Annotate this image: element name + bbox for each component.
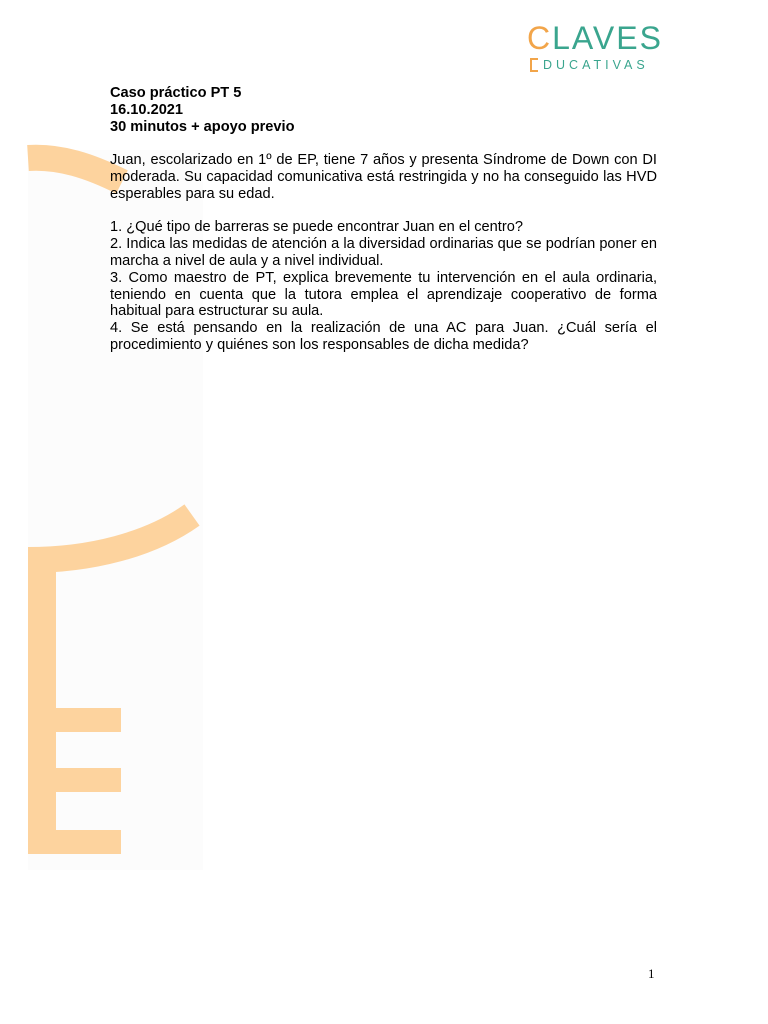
brand-logo	[527, 20, 662, 76]
page-number: 1	[648, 966, 655, 981]
question-item: 4. Se está pensando en la realización de una AC para Juan. ¿Cuál sería el procedimiento y quiénes son los responsables de dicha medida?	[110, 320, 657, 353]
case-description: Juan, escolarizado en 1º de EP, tiene 7 años y presenta Síndrome de Down con DI moderada. Su capacidad comunicativa está restringida y no ha conseguido las HVD esperables para su edad.	[110, 152, 657, 202]
document-date: 16.10.2021	[110, 101, 184, 118]
question-item: 2. Indica las medidas de atención a la diversidad ordinarias que se podrían poner en marcha a nivel de aula y a nivel individual.	[110, 236, 657, 269]
question-list	[110, 219, 657, 353]
logo-subtitle: DUCATIVAS	[543, 58, 649, 72]
document-duration: 30 minutos + apoyo previo	[110, 118, 295, 135]
question-item: 1. ¿Qué tipo de barreras se puede encontrar Juan en el centro?	[110, 219, 523, 236]
logo-e-mark-icon	[530, 58, 540, 72]
logo-wordmark	[527, 20, 663, 56]
document-title: Caso práctico PT 5	[110, 85, 242, 101]
document-body	[110, 85, 657, 354]
question-item: 3. Como maestro de PT, explica brevemente tu intervención en el aula ordinaria, teniendo en cuenta que la tutora emplea el aprendizaje cooperativo de forma habitual para estructurar su aula.	[110, 269, 657, 320]
logo-initial: C	[527, 20, 553, 56]
logo-word-rest: LAVES	[552, 20, 663, 56]
